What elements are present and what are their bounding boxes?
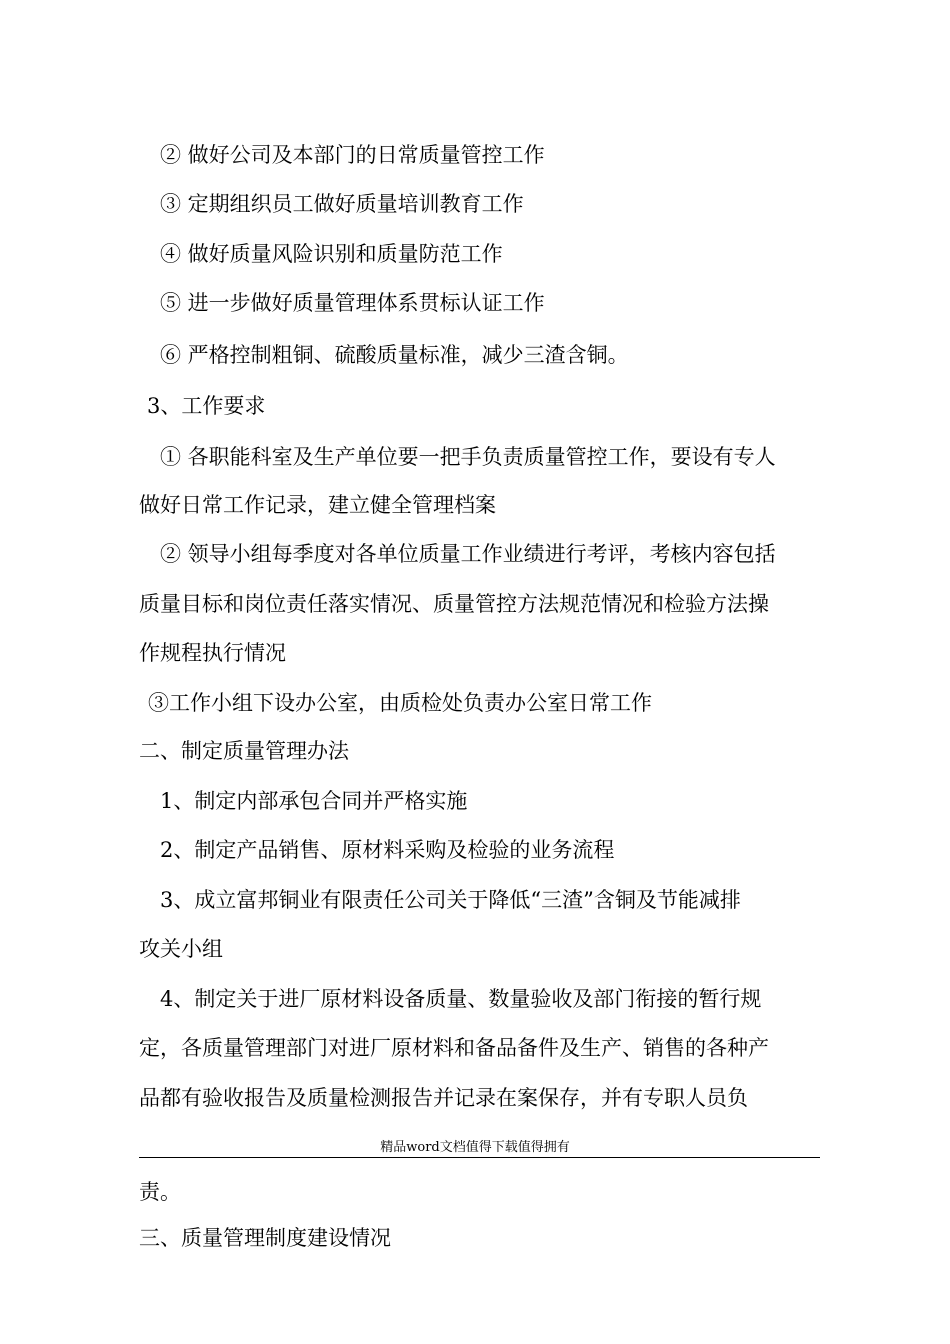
paragraph-line: 攻关小组: [139, 937, 223, 961]
paragraph-line: ② 领导小组每季度对各单位质量工作业绩进行考评，考核内容包括: [160, 542, 776, 566]
page-footer-text: 精品word文档值得下载值得拥有: [380, 1140, 570, 1155]
paragraph-line: 责。: [139, 1180, 181, 1204]
paragraph-line: 1、制定内部承包合同并严格实施: [160, 789, 468, 813]
footer-divider: [139, 1157, 820, 1158]
paragraph-line: 做好日常工作记录，建立健全管理档案: [139, 493, 496, 517]
paragraph-line: 定，各质量管理部门对进厂原材料和备品备件及生产、销售的各种产: [139, 1036, 769, 1060]
paragraph-line: 4、制定关于进厂原材料设备质量、数量验收及部门衔接的暂行规: [160, 987, 762, 1011]
paragraph-line: ① 各职能科室及生产单位要一把手负责质量管控工作，要设有专人: [160, 445, 776, 469]
list-item: ③ 定期组织员工做好质量培训教育工作: [160, 192, 524, 216]
paragraph-line: 2、制定产品销售、原材料采购及检验的业务流程: [160, 838, 615, 862]
section-heading: 二、制定质量管理办法: [139, 739, 349, 763]
paragraph-line: 3、成立富邦铜业有限责任公司关于降低“三渣”含铜及节能减排: [160, 888, 741, 912]
paragraph-line: 质量目标和岗位责任落实情况、质量管控方法规范情况和检验方法操: [139, 592, 769, 616]
paragraph-line: 作规程执行情况: [139, 641, 286, 665]
section-heading: 3、工作要求: [147, 394, 266, 418]
list-item: ④ 做好质量风险识别和质量防范工作: [160, 242, 503, 266]
list-item: ⑤ 进一步做好质量管理体系贯标认证工作: [160, 291, 545, 315]
list-item: ② 做好公司及本部门的日常质量管控工作: [160, 143, 545, 167]
paragraph-line: ③工作小组下设办公室，由质检处负责办公室日常工作: [148, 691, 652, 715]
paragraph-line: 品都有验收报告及质量检测报告并记录在案保存，并有专职人员负: [139, 1086, 748, 1110]
section-heading: 三、质量管理制度建设情况: [139, 1226, 391, 1250]
list-item: ⑥ 严格控制粗铜、硫酸质量标准，减少三渣含铜。: [160, 343, 629, 367]
